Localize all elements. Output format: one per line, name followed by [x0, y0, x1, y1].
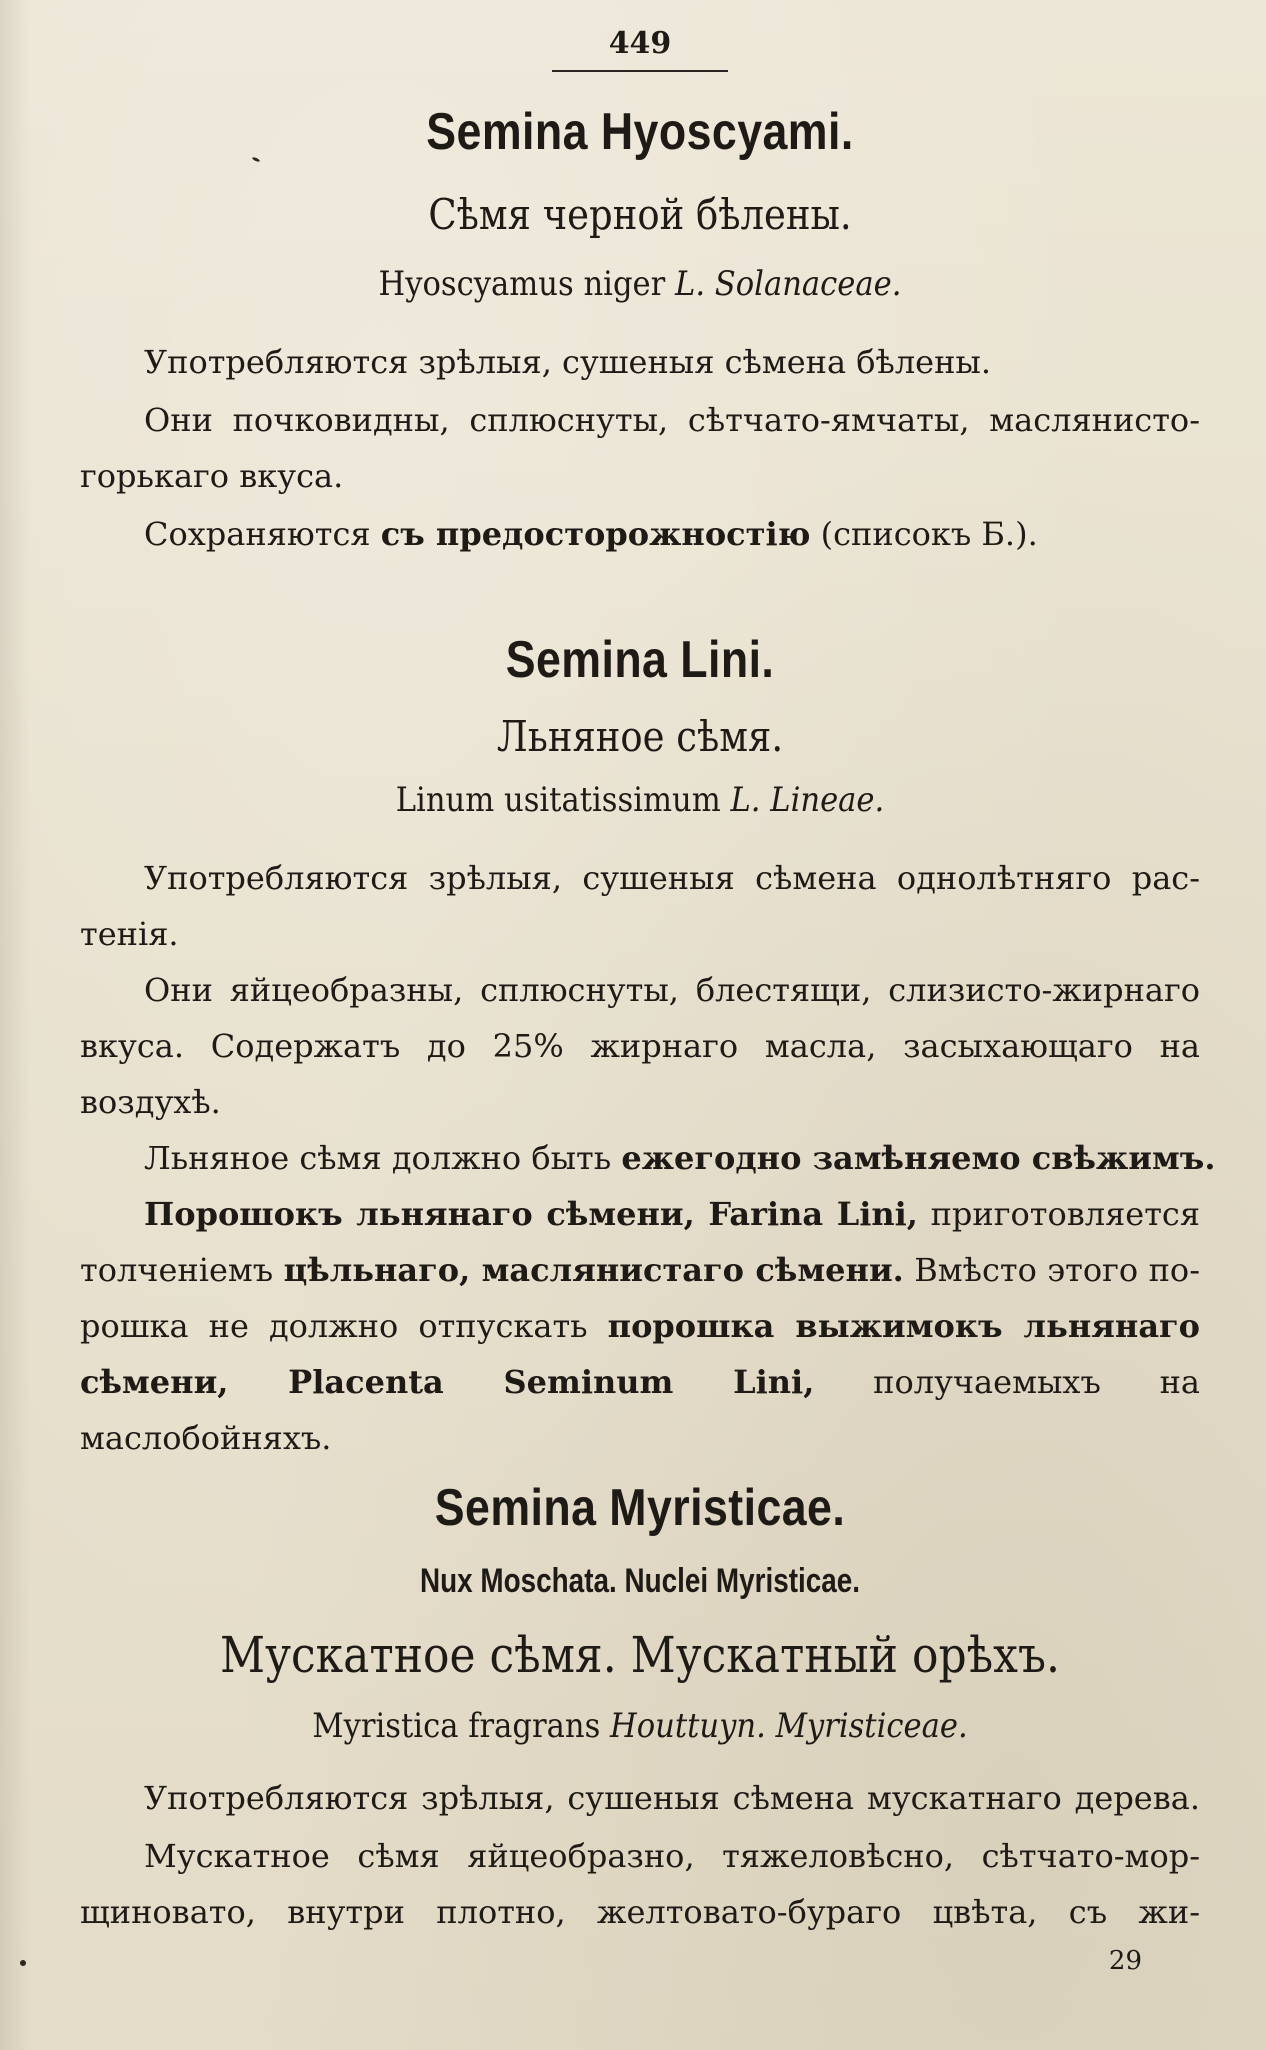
bold-text: порошка выжимокъ льнянаго [607, 1307, 1201, 1345]
section-title-lini: Semina Lini. [505, 631, 775, 689]
bold-text: цѣльнаго, маслянистаго сѣмени. [283, 1251, 904, 1289]
section-ru-title-lini: Льняное сѣмя. [496, 712, 784, 761]
ink-speck [20, 1960, 26, 1966]
scientific-name-myristicae [136, 1706, 1144, 1746]
section-title-hyoscyami: Semina Hyoscyami. [426, 103, 854, 161]
page-edge-shadow [0, 0, 30, 2050]
text-line: горькаго вкуса. [80, 457, 344, 495]
text-line: щиновато, внутри плотно, желтовато-бураго цвѣта, съ жи- [80, 1893, 1200, 1931]
page-number: 449 [608, 26, 672, 61]
text-line: Они почковидны, сплюснуты, сѣтчато-ямчаты, маслянисто- [144, 401, 1200, 439]
paragraph-hyoscyami-3 [80, 506, 1200, 562]
sci-name: Linum usitatissimum [395, 780, 721, 820]
text-line: тенiя. [80, 915, 179, 953]
bold-text: Порошокъ льнянаго сѣмени, Farina Lini, [144, 1195, 918, 1233]
text-line [80, 1354, 1201, 1457]
paragraph-lini-2 [80, 962, 1200, 1130]
paragraph-hyoscyami-1 [80, 334, 1200, 390]
paragraph-hyoscyami-2 [80, 392, 1200, 504]
text-line: вкуса. Содержатъ до 25% жирнаго масла, засыхающаго на [80, 1027, 1200, 1065]
section-synonyms-myristicae: Nux Moschata. Nuclei Myristicae. [419, 1562, 861, 1600]
text-fragment: получаемыхъ на маслобойняхъ. [80, 1363, 1201, 1457]
sci-author-family: L. Lineae. [730, 780, 885, 820]
sci-name: Hyoscyamus niger [378, 264, 666, 304]
scientific-name-hyoscyami [136, 264, 1144, 304]
sci-author-family: L. Solanaceae. [675, 264, 902, 304]
section-ru-title-hyoscyami: Сѣмя черной бѣлены. [428, 190, 852, 239]
text-line: Они яйцеобразны, сплюснуты, блестящи, слизисто-жирнаго [144, 971, 1200, 1009]
section-ru-title-myristicae: Мускатное сѣмя. Мускатный орѣхъ. [220, 1626, 1060, 1684]
text-fragment: Вмѣсто этого по- [914, 1251, 1201, 1289]
text-line: воздухѣ. [80, 1083, 221, 1121]
paragraph-lini-3 [80, 1130, 1216, 1186]
section-title-myristicae: Semina Myristicae. [434, 1479, 846, 1537]
paragraph-myristicae-1 [80, 1770, 1200, 1826]
scientific-name-lini [136, 780, 1144, 820]
sci-author-family: Houttuyn. Myristiceae. [610, 1706, 968, 1746]
text-fragment: приготовляется [930, 1195, 1200, 1233]
text-line [80, 506, 1200, 562]
text-fragment: Льняное сѣмя должно быть [144, 1139, 612, 1177]
text-fragment: рошка не должно отпускать [80, 1307, 588, 1345]
text-fragment: Сохраняются [144, 515, 371, 553]
text-line [80, 1242, 1200, 1298]
text-line [80, 1130, 1216, 1186]
paragraph-myristicae-2 [80, 1828, 1200, 1940]
text-fragment: (списокъ Б.). [820, 515, 1038, 553]
paragraph-lini-1 [80, 850, 1200, 962]
text-fragment: толченiемъ [80, 1251, 274, 1289]
text-line: Употребляются зрѣлыя, сушеныя сѣмена однолѣтняго рас- [144, 859, 1200, 897]
text-line: Употребляются зрѣлыя, сушеныя сѣмена мускатнаго дерева. [144, 1779, 1200, 1817]
bold-text: сѣмени, Placenta Seminum Lini, [80, 1363, 815, 1401]
paragraph-lini-4 [80, 1186, 1201, 1457]
bold-text: ежегодно замѣняемо свѣжимъ. [621, 1139, 1216, 1177]
text-line [80, 1298, 1200, 1354]
text-line: Мускатное сѣмя яйцеобразно, тяжеловѣсно, сѣтчато-мор- [144, 1837, 1200, 1875]
sci-name: Myristica fragrans [312, 1706, 601, 1746]
bold-text: съ предосторожностiю [380, 515, 811, 553]
text-line [80, 1186, 1200, 1242]
header-rule [552, 70, 728, 72]
text-line: Употребляются зрѣлыя, сушеныя сѣмена бѣлены. [144, 343, 992, 381]
printer-signature: 29 [1108, 1946, 1142, 1976]
